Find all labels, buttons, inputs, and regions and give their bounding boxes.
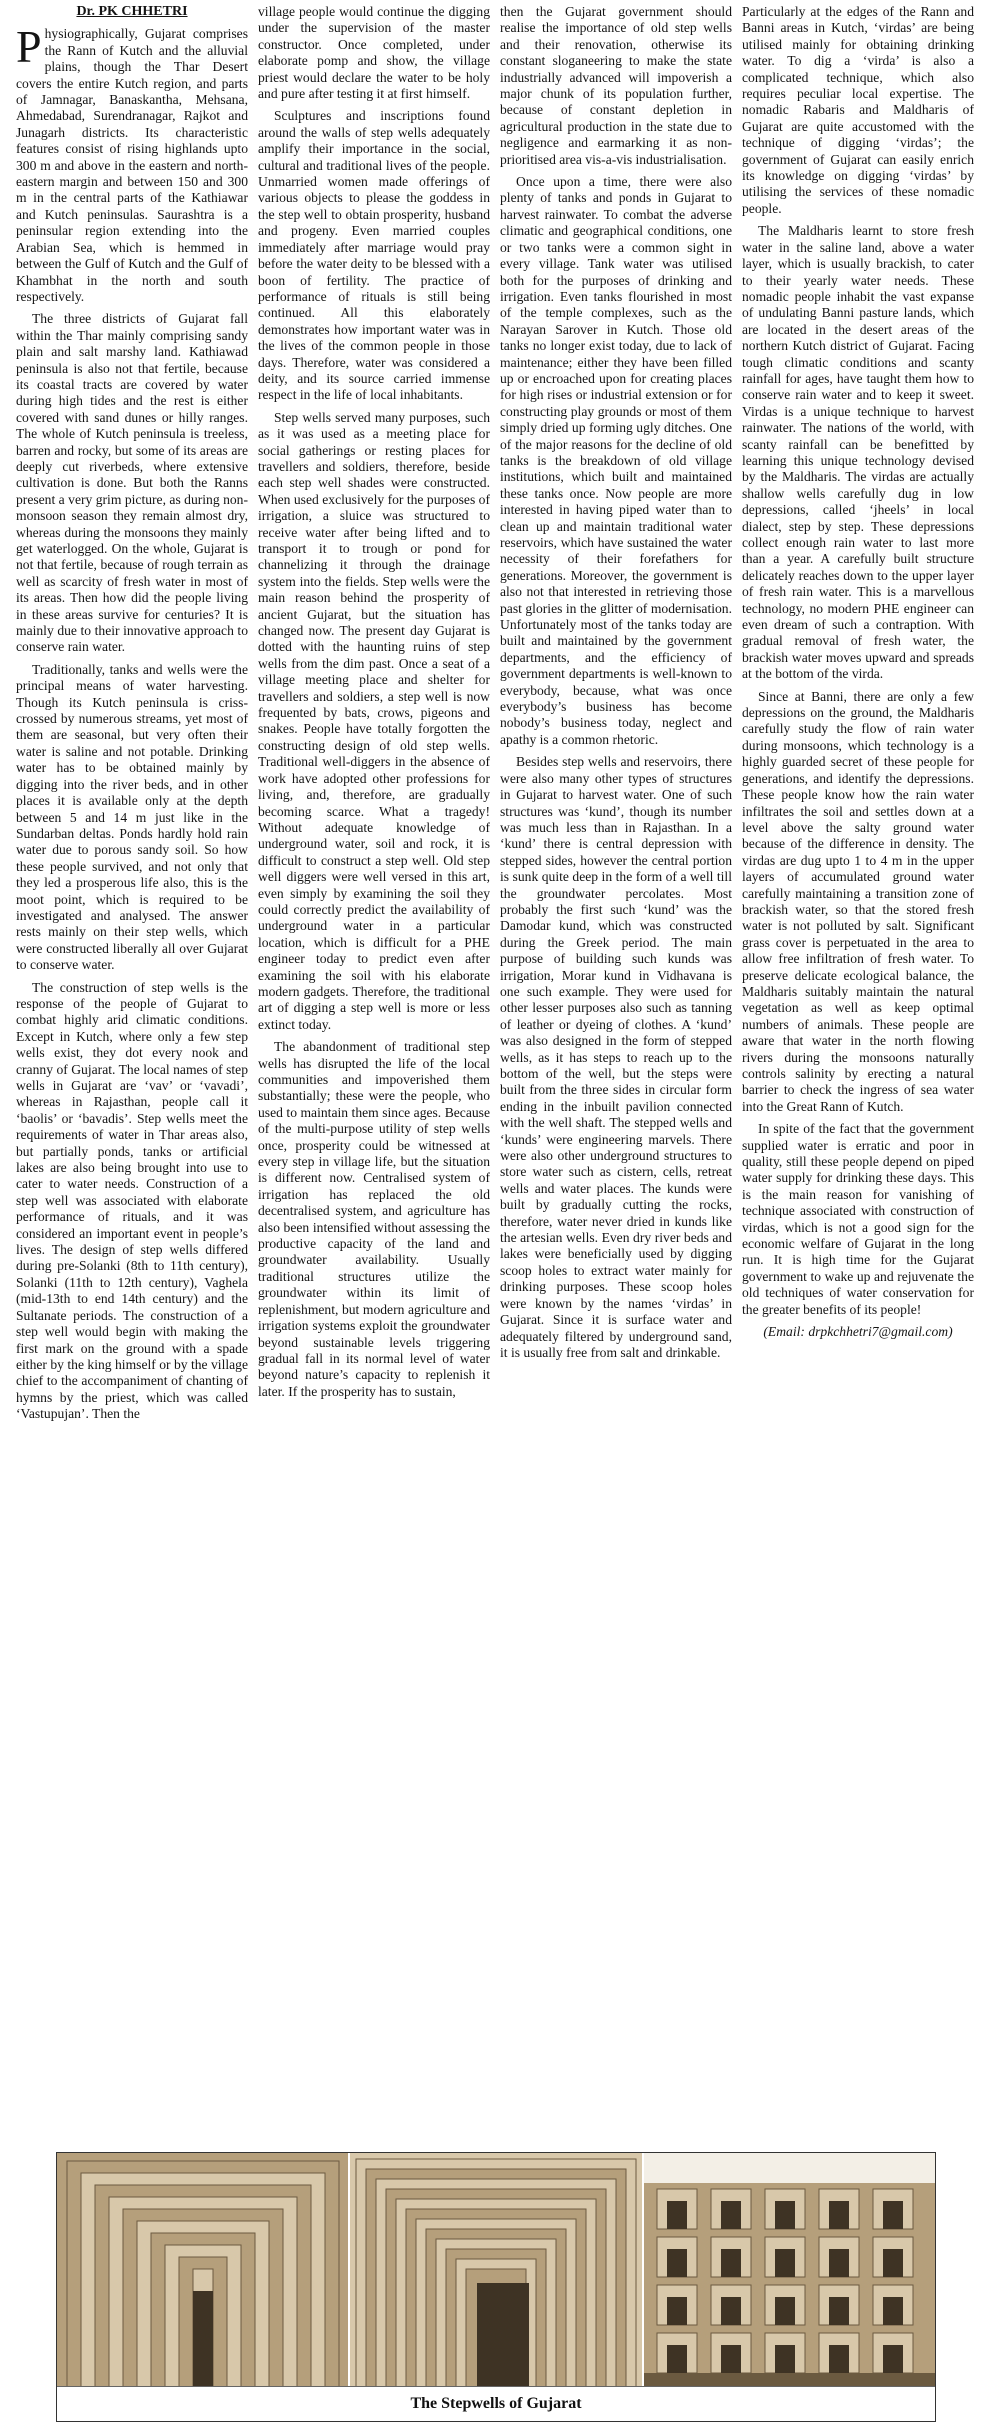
paragraph: Besides step wells and reservoirs, there were also many other types of structures in Gujarat to harvest water. One of such structures was ‘kund’, though its number was much less than in Rajasthan. In a ‘kund’ there is central depression with stepped sides, however the central portion is sunk quite deep in the form of a well till the groundwater percolates. Most probably the first such ‘kund’ was the Damodar kund, which was constructed during the Greek period. The main purpose of building such kunds was irrigation, Morar kund in Vidhavana is one such example. They were used for other lesser purposes also such as tanning of leather or dyeing of clothes. A ‘kund’ was also designed in the form of stepped wells, as it has steps to reach up to the bottom of the well, but the steps were built from the three sides in circular form ending in the inbuilt pavilion connected with the well shaft. The stepped wells and ‘kunds’ were engineering marvels. There were also other underground structures to store water such as cistern, cells, retreat wells and water places. The kunds were built by gradually cutting the rocks, therefore, water never dried in kunds like the artesian wells. Even dry river beds and lakes were beneficially used by digging scoop holes to extract water mainly for drinking purposes. These scoop holes were known by the names ‘virdas’ in Gujarat. Since it is surface water and adequately filtered by underground sand, it is usually free from salt and drinkable. <box>500 754 732 1360</box>
left-panel <box>57 2153 349 2389</box>
paragraph: village people would continue the digging under the supervision of the master constructor. Once completed, under elaborate pomp and show, the village priest would declare the water to be holy and pure after testing it at first himself. <box>258 4 490 102</box>
paragraph: Step wells served many purposes, such as it was used as a meeting place for social gatherings or resting places for travellers and soldiers, therefore, beside each step well shades were constructed. When used exclusively for the purposes of irrigation, a sluice was structured to receive water after being lifted and to transport it to trough or pond for channelizing it through the drainage system into the fields. Step wells were the main reason behind the prosperity of ancient Gujarat, but the situation has changed now. The present day Gujarat is dotted with the haunting ruins of step wells from the dim past. Once a seat of a village meeting place and shelter for travellers and soldiers, a step well is now frequented by bats, crows, pigeons and snakes. People have totally forgotten the constructing design of old step wells. Traditional well-diggers in the absence of work have adopted other professions for living, and, therefore, are gradually becoming scarce. What a tragedy! Without adequate knowledge of underground water, soil and rock, it is difficult to construct a step well. Old step well diggers were well versed in this art, even simply by examining the soil they could correctly predict the availability of underground water in a particular location, which is difficult for a PHE engineer today to predict even after examining the soil with his elaborate modern gadgets. Therefore, the traditional art of digging a step well is more or less extinct today. <box>258 409 490 1032</box>
author-email: (Email: drpkchhetri7@gmail.com) <box>763 1324 953 1340</box>
paragraph: The three districts of Gujarat fall within the Thar mainly comprising sandy plain and salt marshy land. Kathiawad peninsula is also not that fertile, because its coastal tracts are covered by water during high tides and the rest is either covered with sand dunes or hilly ranges. The whole of Kutch peninsula is treeless, barren and rocky, but some of its areas are deeply cut riverbeds, where extensive cultivation is done. But both the Ranns present a very grim picture, as during non-monsoon season they remain almost dry, whereas during the monsoons they mainly get waterlogged. On the whole, Gujarat is not that fertile, because of rough terrain as well as scarcity of fresh water in most of its areas. Then how did the people living in these areas survive for centuries? It is mainly due to their innovative approach to conserve rain water. <box>16 311 248 655</box>
drop-cap: P <box>16 21 42 73</box>
column-4 <box>742 4 974 2144</box>
column-1 <box>16 4 248 2144</box>
paragraph: In spite of the fact that the government supplied water is erratic and poor in quality, still these people depend on piped water supply for drinking these days. This is the main reason for vanishing of technique associated with construction of virdas, which is not a good sign for the economic welfare of Gujarat in the long run. It is high time for the Gujarat government to wake up and rejuvenate the old techniques of water conservation for the greater benefits of its people! <box>742 1121 974 1317</box>
paragraph: Since at Banni, there are only a few depressions on the ground, the Maldharis carefully study the flow of rain water during monsoons, which technology is a highly guarded secret of these people for generations, and identify the depressions. These people know how the rain water infiltrates the soil and settles down at a level above the salty ground water because of the difference in density. The virdas are dug upto 1 to 4 m in the upper layers of accumulated ground water carefully maintaining a transition zone of brackish water, so that the stored fresh water is not polluted by salt. Significant grass cover is perpetuated in the area to allow free infiltration of fresh water. To preserve delicate ecological balance, the Maldharis suitably maintain the natural vegetation as well as keep optimal numbers of animals. These people are aware that water in the north flowing rivers during the monsoons naturally controls salinity by erecting a natural barrier to check the ingress of sea water into the Great Rann of Kutch. <box>742 688 974 1114</box>
center-panel <box>349 2153 643 2389</box>
article-columns <box>16 4 976 2144</box>
paragraph: Traditionally, tanks and wells were the principal means of water harvesting. Though its Kutch peninsula is criss-crossed by numerous streams, yet most of them are seasonal, but very often their water is saline and not potable. Drinking water has to be obtained mainly by digging into the river beds, and in other places it is available only at the depth between 5 and 14 m just like in the Sundarban deltas. Ponds hardly hold rain water due to porous sandy soil. So how these people survived, and not only that they led a prosperous life also, this is the moot point, which is required to be investigated and analysed. The answer rests mainly on their step wells, which were constructed liberally all over Gujarat to conserve water. <box>16 661 248 973</box>
column-2 <box>258 4 490 2144</box>
paragraph: The construction of step wells is the response of the people of Gujarat to combat highly arid climatic conditions. Except in Kutch, where only a few step wells exist, they dot every nook and cranny of Gujarat. The local names of step wells in Gujarat are ‘vav’ or ‘vavadi’, whereas in Rajasthan, people call it ‘baolis’ or ‘bavadis’. Step wells meet the requirements of water in Thar areas also, but partially ponds, tanks or artificial lakes are also being brought into use to cater to water needs. Construction of a step well was associated with elaborate performance of rituals, and it was considered an important event in people’s lives. The design of step wells differed during pre-Solanki (8th to 11th century), Solanki (11th to 12th century), Vaghela (mid-13th to end 14th century) and the Sultanate periods. The construction of a step well would begin with making the first mark on the ground with a spade either by the king himself or by the village chief to the accompaniment of chanting of hymns by the priest, which was called ‘Vastupujan’. Then the <box>16 979 248 1422</box>
stepwell-illustration <box>57 2153 935 2389</box>
column-3 <box>500 4 732 2144</box>
author-byline: Dr. PK CHHETRI <box>76 4 188 19</box>
stepwells-photo <box>56 2152 936 2422</box>
paragraph: Once upon a time, there were also plenty of tanks and ponds in Gujarat to harvest rainwater. To combat the adverse climatic and geographical conditions, one or two tanks were a common sight in every village. Tank water was utilised both for the purposes of drinking and irrigation. Even tanks flourished in most of the temple complexes, such as the Narayan Sarover in Kutch. Those old tanks no longer exist today, due to lack of maintenance; either they have been filled up or encroached upon for creating places for high rises or industrial extension or for constructing play grounds or most of them simply dried up forming ugly ditches. One of the major reasons for the decline of old tanks is the breakdown of old village institutions, which built and maintained these tanks once. Now people are more interested in having piped water than to clean up and maintain traditional water reservoirs, which have sustained the water necessity of their forefathers for generations. Moreover, the government is also not that interested in retrieving those past glories in the glitter of modernisation. Unfortunately most of the tanks today are built and maintained by the government departments, and the efficiency of government departments is well-known to everybody, because, what was once everybody’s business has become nobody’s business today, neglect and apathy is a common rhetoric. <box>500 174 732 747</box>
paragraph: then the Gujarat government should realise the importance of old step wells and their renovation, otherwise its constant sloganeering to make the state industrially advanced will impoverish a major chunk of its population further, because of constant depletion in agricultural production in the state due to negligence and earmarking it as non-prioritised area vis-a-vis industrialisation. <box>500 4 732 167</box>
right-panel <box>643 2153 935 2389</box>
paragraph: The abandonment of traditional step wells has disrupted the life of the local communities and impoverished them substantially; these were the people, who used to maintain them since ages. Because of the multi-purpose utility of step wells once, prosperity could be witnessed at every step in village life, but the situation is different now. Centralised system of irrigation has replaced the old decentralised system, and agriculture has also been intensified without assessing the productive capacity of the land and groundwater availability. Usually traditional structures utilize the groundwater within its limit of replenishment, but modern agriculture and irrigation systems exploit the groundwater beyond sustainable levels triggering gradual fall in its normal level of water beyond nature’s capacity to replenish it later. If the prosperity has to sustain, <box>258 1039 490 1399</box>
paragraph: The Maldharis learnt to store fresh water in the saline land, above a water layer, which is usually brackish, to cater to their yearly water needs. These nomadic people inhabit the vast expanse of undulating Banni pasture lands, which are located in the desert areas of the northern Kutch district of Gujarat. Facing tough climatic conditions and scanty rainfall for ages, have taught them how to conserve rain water and to keep it sweet. Virdas is a unique technique to harvest rainwater. The nations of the world, with scanty rainfall can be benefitted by learning this unique technology devised by the Maldharis. The virdas are actually shallow wells carefully dug in low depressions, called ‘jheels’ in local dialect, step by step. These depressions collect enough rain water to last more than a year. A carefully built structure delicately reaches down to the upper layer of fresh rain water. This is a marvellous technology, no modern PHE engineer can even dream of such a contraption. With gradual removal of fresh water, the brackish water moves upward and spreads at the bottom of the virda. <box>742 223 974 682</box>
paragraph: Particularly at the edges of the Rann and Banni areas in Kutch, ‘virdas’ are being utilised mainly for obtaining drinking water. To dig a ‘virda’ is also a complicated technique, which also requires peculiar local expertise. The nomadic Rabaris and Maldharis of Gujarat are quite accustomed with the technique of digging ‘virdas’; the government of Gujarat can easily enrich its knowledge on digging ‘virdas’ by utilising the services of these nomadic people. <box>742 4 974 216</box>
paragraph: Physiographically, Gujarat comprises the Rann of Kutch and the alluvial plains, though the Thar Desert covers the entire Kutch region, and parts of Jamnagar, Banaskantha, Mehsana, Ahmedabad, Surendranagar, Rajkot and Junagarh districts. Its characteristic features consist of rising highlands upto 300 m and above in the eastern and north-eastern margin and between 150 and 300 m in the central parts of the Kathiawar and Kutch peninsulas. Saurashtra is a peninsular region extending into the Arabian Sea, which is hemmed in between the Gulf of Kutch and the Gulf of Khambhat in the north and south respectively. <box>16 21 248 304</box>
photo-caption: The Stepwells of Gujarat <box>57 2386 935 2421</box>
paragraph: Sculptures and inscriptions found around the walls of step wells adequately amplify their importance in the social, cultural and traditional lives of the people. Unmarried women made offerings of various objects to please the goddess in the step well to obtain prosperity, husband and progeny. Even married couples immediately after marriage would pray before the water deity to be blessed with a boon of fertility. The practice of performance of rituals is still being continued. All this elaborately demonstrates how important water was in the lives of the common people in those days. Therefore, water was considered a deity, and its source carried immense respect in the life of local inhabitants. <box>258 108 490 403</box>
